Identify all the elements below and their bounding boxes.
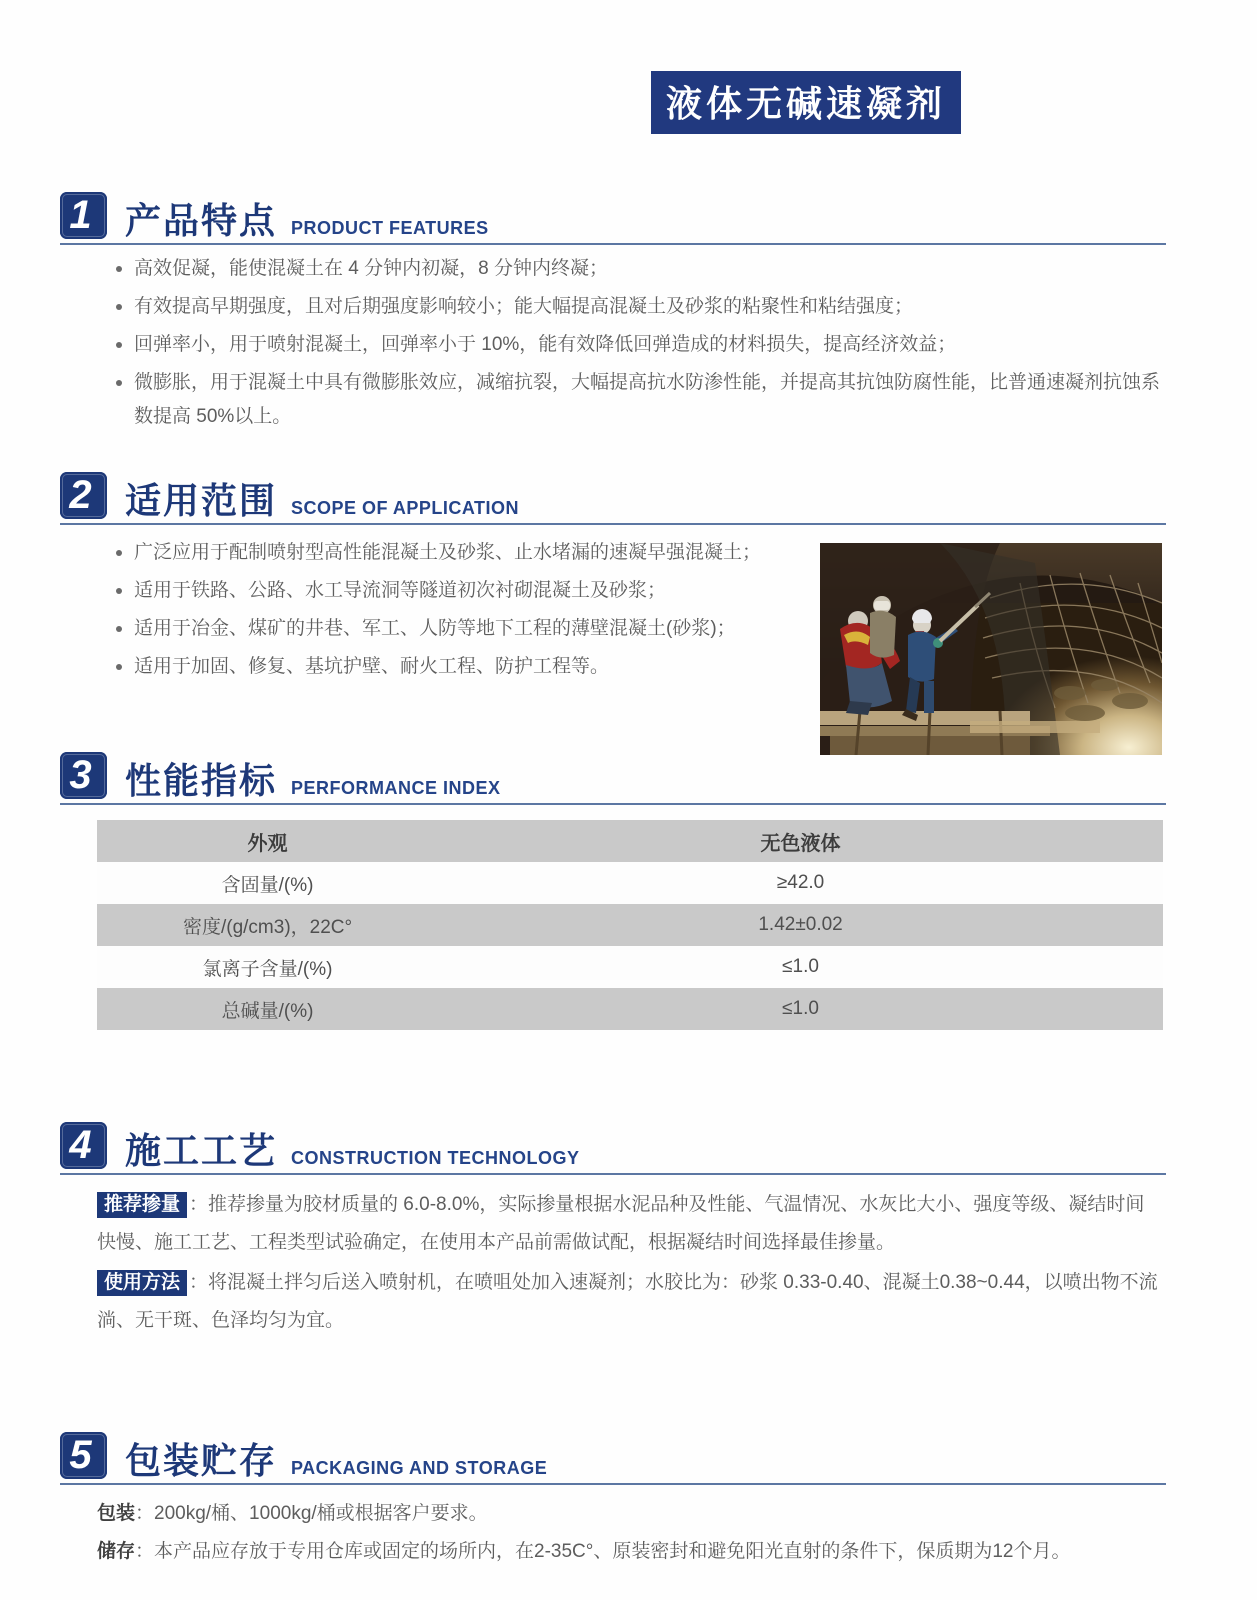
section-5-title-zh: 包装贮存 [125,1440,278,1481]
section-2-title-en: SCOPE OF APPLICATION [291,498,520,519]
product-features-list [112,252,1172,438]
table-row [97,904,1163,946]
usage-method-badge: 使用方法 [97,1270,187,1296]
table-row [97,988,1163,1030]
section-4-title-en: CONSTRUCTION TECHNOLOGY [291,1148,580,1169]
section-4-number-badge: 4 [60,1122,107,1169]
section-3-header [60,752,1166,805]
list-item: 有效提高早期强度，且对后期强度影响较小；能大幅提高混凝土及砂浆的粘聚性和粘结强度； [112,290,1172,324]
packaging-label: 包装 [97,1503,136,1524]
list-item: 回弹率小，用于喷射混凝土，回弹率小于 10%，能有效降低回弹造成的材料损失，提高经济效益； [112,328,1172,362]
table-cell-value: 1.42±0.02 [758,914,843,935]
page-title: 液体无碱速凝剂 [652,72,960,133]
table-header-value: 无色液体 [760,832,841,855]
section-1-title-en: PRODUCT FEATURES [291,218,489,239]
usage-method-text: ：将混凝土拌匀后送入喷射机，在喷咀处加入速凝剂；水胶比为：砂浆 0.33-0.40、混凝土0.38~0.44，以喷出物不流淌、无干斑、色泽均匀为宜。 [97,1272,1158,1331]
table-cell-value: ≤1.0 [782,998,819,1019]
table-header-property: 外观 [247,832,288,855]
section-2-title-zh: 适用范围 [125,480,278,521]
list-item: 微膨胀，用于混凝土中具有微膨胀效应，减缩抗裂，大幅提高抗水防渗性能，并提高其抗蚀防腐性能，比普通速凝剂抗蚀系数提高 50%以上。 [112,366,1172,434]
tunnel-construction-photo [820,543,1162,755]
section-5-number-badge: 5 [60,1432,107,1479]
section-1-number-badge: 1 [60,192,107,239]
section-5-title-en: PACKAGING AND STORAGE [291,1458,548,1479]
table-cell-property: 密度/(g/cm3)，22C° [182,916,353,938]
construction-technology-text [97,1186,1163,1342]
storage-label: 储存 [97,1541,136,1562]
section-5-header [60,1432,1166,1485]
table-header-row [97,820,1163,862]
table-row [97,946,1163,988]
packaging-text: ：200kg/桶、1000kg/桶或根据客户要求。 [135,1503,488,1524]
list-item: 适用于冶金、煤矿的井巷、军工、人防等地下工程的薄壁混凝土(砂浆)； [112,612,802,646]
recommended-dosage-text: ：推荐掺量为胶材质量的 6.0-8.0%，实际掺量根据水泥品种及性能、气温情况、水灰比大小、强度等级、凝结时间快慢、施工工艺、工程类型试验确定，在使用本产品前需做试配，根据凝结时间选择最佳掺量。 [97,1194,1145,1253]
section-3-title-en: PERFORMANCE INDEX [291,778,501,799]
scope-of-application-list [112,536,802,688]
table-row [97,862,1163,904]
paragraph-packaging [97,1496,1163,1532]
table-cell-property: 含固量/(%) [221,874,314,896]
recommended-dosage-badge: 推荐掺量 [97,1192,187,1218]
list-item: 适用于铁路、公路、水工导流洞等隧道初次衬砌混凝土及砂浆； [112,574,802,608]
table-cell-property: 氯离子含量/(%) [202,958,333,980]
list-item: 适用于加固、修复、基坑护壁、耐火工程、防护工程等。 [112,650,802,684]
table-cell-value: ≤1.0 [782,956,819,977]
storage-text: ：本产品应存放于专用仓库或固定的场所内，在2-35C°、原装密封和避免阳光直射的条件下，保质期为12个月。 [135,1541,1071,1562]
section-4-title-zh: 施工工艺 [125,1130,278,1171]
section-4-header [60,1122,1166,1175]
paragraph-recommended-dosage [97,1186,1163,1262]
section-2-number-badge: 2 [60,472,107,519]
section-2-header [60,472,1166,525]
performance-index-table [97,820,1163,1030]
section-3-number-badge: 3 [60,752,107,799]
paragraph-usage-method [97,1264,1163,1340]
list-item: 高效促凝，能使混凝土在 4 分钟内初凝，8 分钟内终凝； [112,252,1172,286]
section-1-title-zh: 产品特点 [125,200,278,241]
packaging-storage-text [97,1496,1163,1572]
section-3-title-zh: 性能指标 [125,760,278,801]
paragraph-storage [97,1534,1163,1570]
table-cell-value: ≥42.0 [776,872,825,893]
section-1-header [60,192,1166,245]
table-cell-property: 总碱量/(%) [221,1000,314,1022]
list-item: 广泛应用于配制喷射型高性能混凝土及砂浆、止水堵漏的速凝早强混凝土； [112,536,802,570]
